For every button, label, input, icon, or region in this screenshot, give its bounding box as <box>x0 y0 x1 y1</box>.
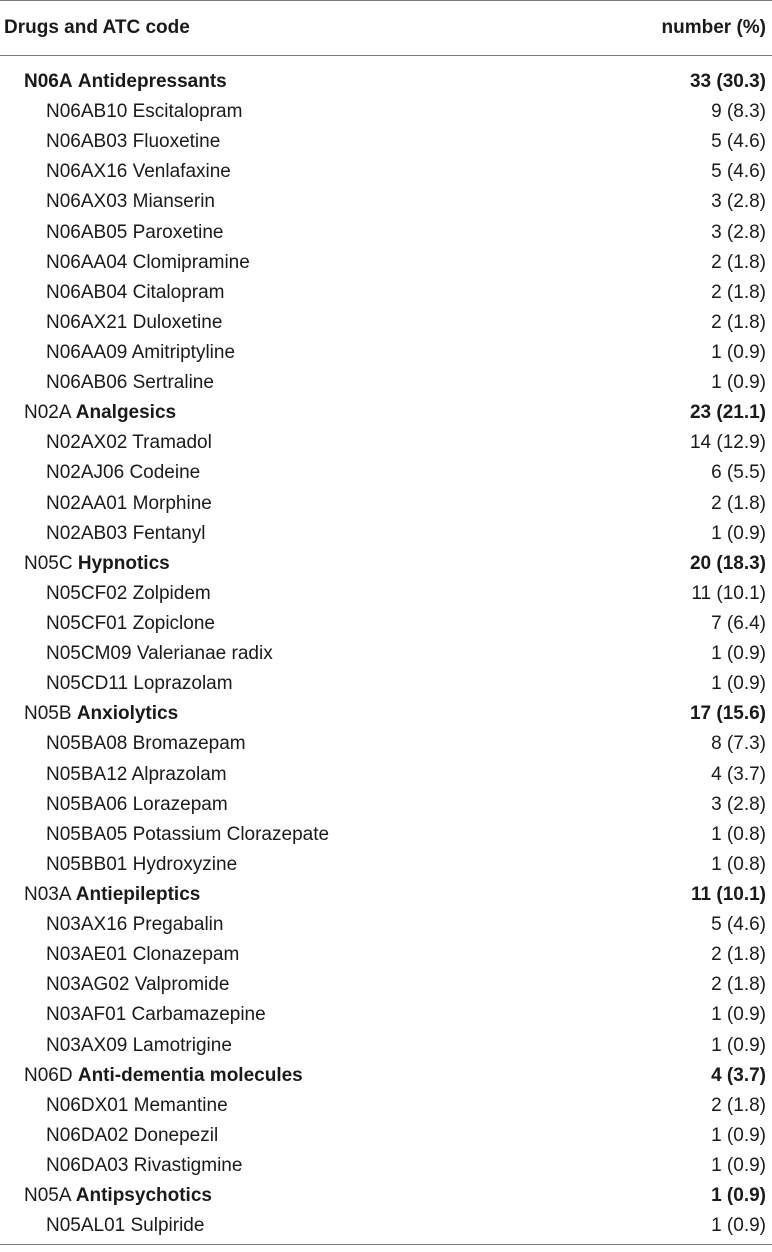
drug-label: N05BA12 Alprazolam <box>46 763 227 785</box>
category-label <box>24 67 227 97</box>
category-value: 20 (18.3) <box>689 552 766 574</box>
drug-value: 1 (0.9) <box>711 1215 766 1237</box>
drug-row <box>0 338 772 368</box>
drug-row <box>0 910 772 940</box>
category-name: Antidepressants <box>77 71 227 92</box>
drug-value: 1 (0.9) <box>711 1004 766 1026</box>
drug-row <box>0 458 772 488</box>
category-code: N05B <box>24 703 72 725</box>
drug-label: N02AJ06 Codeine <box>46 462 201 484</box>
drug-value: 2 (1.8) <box>711 1094 766 1116</box>
drug-value: 3 (2.8) <box>711 191 766 213</box>
drug-row <box>0 1031 772 1061</box>
drug-value: 1 (0.9) <box>711 372 766 394</box>
drug-value: 14 (12.9) <box>689 432 766 454</box>
category-row <box>0 67 772 97</box>
drug-label: N06DA02 Donepezil <box>46 1124 219 1146</box>
drug-label: N05AL01 Sulpiride <box>46 1215 205 1237</box>
drug-label: N06AA04 Clomipramine <box>46 251 250 273</box>
drug-row <box>0 218 772 248</box>
drug-value: 1 (0.9) <box>711 1034 766 1056</box>
category-row <box>0 1061 772 1091</box>
drug-value: 3 (2.8) <box>711 221 766 243</box>
category-name: Hypnotics <box>77 552 170 574</box>
drug-row <box>0 308 772 338</box>
drug-value: 8 (7.3) <box>711 733 766 755</box>
category-value: 17 (15.6) <box>689 703 766 725</box>
table-header <box>0 0 772 56</box>
category-label <box>24 398 176 428</box>
category-value: 4 (3.7) <box>711 1064 766 1086</box>
drug-row <box>0 187 772 217</box>
drug-label: N05CF02 Zolpidem <box>46 582 211 604</box>
category-code: N05C <box>24 552 73 574</box>
drug-row <box>0 97 772 127</box>
drug-row <box>0 368 772 398</box>
category-name: Anxiolytics <box>76 703 179 725</box>
drug-row <box>0 639 772 669</box>
drug-row <box>0 1211 772 1241</box>
drug-label: N03AG02 Valpromide <box>46 974 230 996</box>
category-code: N06D <box>24 1064 73 1086</box>
category-label <box>24 880 200 910</box>
drug-row <box>0 760 772 790</box>
drug-row <box>0 127 772 157</box>
drug-label: N06AB03 Fluoxetine <box>46 131 221 153</box>
drug-value: 5 (4.6) <box>711 161 766 183</box>
category-value: 11 (10.1) <box>691 883 766 905</box>
drug-row <box>0 519 772 549</box>
drug-label: N03AE01 Clonazepam <box>46 944 240 966</box>
table-header-rule <box>0 55 772 56</box>
drug-label: N06AX03 Mianserin <box>46 191 215 213</box>
category-code: N06A <box>24 71 73 92</box>
drug-label: N06AA09 Amitriptyline <box>46 341 236 363</box>
drug-value: 2 (1.8) <box>711 251 766 273</box>
drug-row <box>0 428 772 458</box>
table-body <box>0 67 772 1241</box>
drug-row <box>0 850 772 880</box>
category-name: Antipsychotics <box>75 1185 212 1207</box>
drug-value: 2 (1.8) <box>711 944 766 966</box>
drug-label: N05BA05 Potassium Clorazepate <box>46 823 330 845</box>
category-label <box>24 1061 303 1091</box>
drug-row <box>0 609 772 639</box>
drug-value: 1 (0.9) <box>711 1124 766 1146</box>
category-row <box>0 398 772 428</box>
drug-row <box>0 1151 772 1181</box>
drug-row <box>0 1000 772 1030</box>
drug-value: 1 (0.9) <box>711 341 766 363</box>
drug-label: N02AA01 Morphine <box>46 492 212 514</box>
drug-label: N06DA03 Rivastigmine <box>46 1154 243 1176</box>
drug-value: 5 (4.6) <box>711 914 766 936</box>
drug-label: N03AF01 Carbamazepine <box>46 1004 266 1026</box>
drug-row <box>0 940 772 970</box>
drug-value: 4 (3.7) <box>711 763 766 785</box>
category-row <box>0 1181 772 1211</box>
drug-row <box>0 669 772 699</box>
drug-value: 9 (8.3) <box>711 101 766 123</box>
drug-label: N06DX01 Memantine <box>46 1094 228 1116</box>
drug-value: 1 (0.9) <box>711 673 766 695</box>
drug-row <box>0 970 772 1000</box>
drug-label: N02AB03 Fentanyl <box>46 522 206 544</box>
drug-value: 1 (0.9) <box>711 643 766 665</box>
category-row <box>0 549 772 579</box>
category-value: 33 (30.3) <box>689 71 766 92</box>
drug-value: 2 (1.8) <box>711 311 766 333</box>
drug-label: N05CF01 Zopiclone <box>46 612 215 634</box>
drug-value: 1 (0.9) <box>711 522 766 544</box>
header-number-percent: number (%) <box>661 17 766 38</box>
drug-label: N05BA08 Bromazepam <box>46 733 246 755</box>
drug-label: N03AX16 Pregabalin <box>46 914 224 936</box>
drug-label: N05BB01 Hydroxyzine <box>46 853 238 875</box>
category-code: N05A <box>24 1185 71 1207</box>
category-row <box>0 699 772 729</box>
category-row <box>0 880 772 910</box>
drug-value: 1 (0.8) <box>711 853 766 875</box>
drug-value: 7 (6.4) <box>711 612 766 634</box>
drug-label: N05BA06 Lorazepam <box>46 793 228 815</box>
drug-label: N02AX02 Tramadol <box>46 432 212 454</box>
category-label <box>24 1181 212 1211</box>
drug-row <box>0 489 772 519</box>
drug-label: N06AX21 Duloxetine <box>46 311 223 333</box>
drug-label: N06AB05 Paroxetine <box>46 221 224 243</box>
table-bottom-rule <box>0 1244 772 1245</box>
drug-row <box>0 579 772 609</box>
header-drugs-atc: Drugs and ATC code <box>4 17 190 38</box>
drug-label: N05CD11 Loprazolam <box>46 673 233 695</box>
drug-row <box>0 248 772 278</box>
category-code: N03A <box>24 883 71 905</box>
drug-value: 3 (2.8) <box>711 793 766 815</box>
drug-value: 1 (0.9) <box>711 1154 766 1176</box>
drug-row <box>0 157 772 187</box>
drug-value: 5 (4.6) <box>711 131 766 153</box>
drug-label: N06AB04 Citalopram <box>46 281 225 303</box>
drug-row <box>0 729 772 759</box>
category-name: Analgesics <box>75 402 177 424</box>
drug-value: 2 (1.8) <box>711 974 766 996</box>
drug-row <box>0 278 772 308</box>
category-code: N02A <box>24 402 71 424</box>
drug-value: 1 (0.8) <box>711 823 766 845</box>
drug-row <box>0 790 772 820</box>
drug-label: N06AB06 Sertraline <box>46 372 214 394</box>
category-label <box>24 549 170 579</box>
drug-value: 6 (5.5) <box>711 462 766 484</box>
drug-label: N06AB10 Escitalopram <box>46 101 243 123</box>
drug-label: N05CM09 Valerianae radix <box>46 643 273 665</box>
drug-row <box>0 1091 772 1121</box>
category-value: 23 (21.1) <box>689 402 766 424</box>
category-value: 1 (0.9) <box>711 1185 766 1207</box>
drug-value: 11 (10.1) <box>691 582 766 604</box>
drug-value: 2 (1.8) <box>711 281 766 303</box>
drug-value: 2 (1.8) <box>711 492 766 514</box>
category-name: Anti-dementia molecules <box>77 1064 303 1086</box>
drug-row <box>0 820 772 850</box>
drug-label: N06AX16 Venlafaxine <box>46 161 231 183</box>
category-name: Antiepileptics <box>75 883 201 905</box>
category-label <box>24 699 178 729</box>
drug-label: N03AX09 Lamotrigine <box>46 1034 232 1056</box>
drug-row <box>0 1121 772 1151</box>
